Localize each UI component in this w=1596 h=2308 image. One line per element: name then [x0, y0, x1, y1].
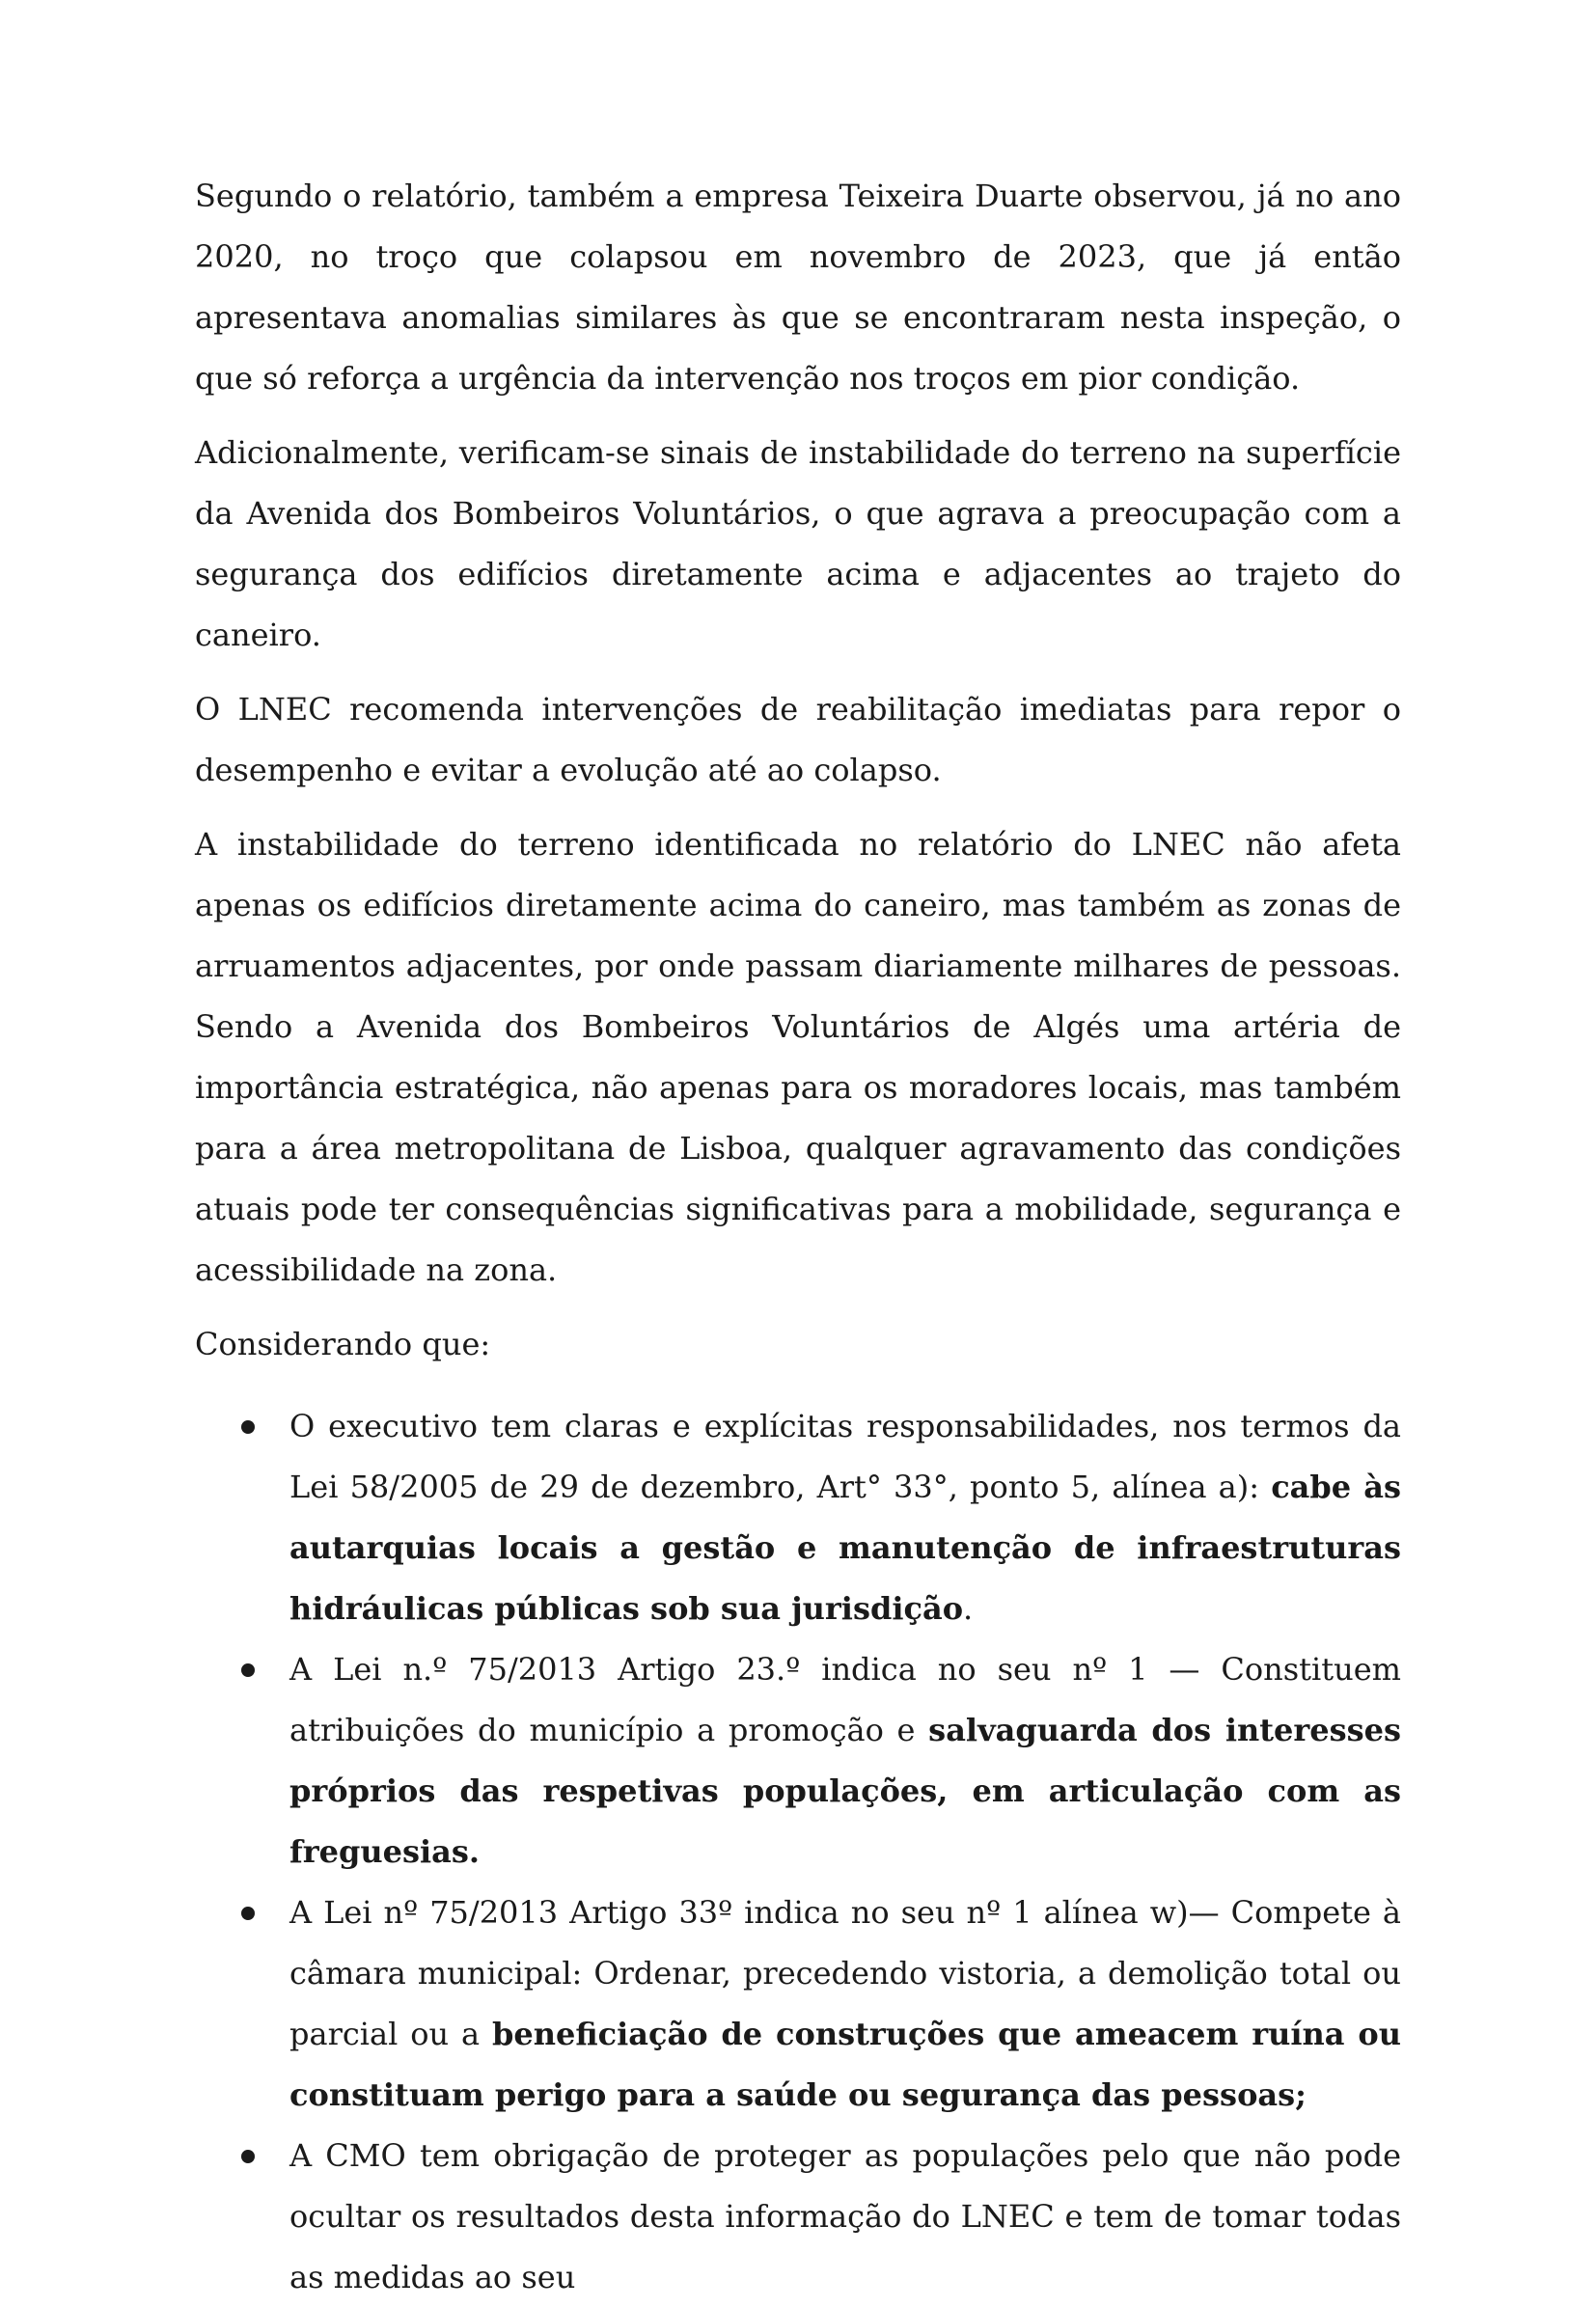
paragraph-lnec-recomenda: O LNEC recomenda intervenções de reabilitação imediatas para repor o desempenho e evitar a evolução até ao colapso.	[195, 691, 1401, 788]
list-item-text: A Lei n.º 75/2013 Artigo 23.º indica no seu nº 1 — Constituem atribuições do município a promoção e	[289, 1651, 1401, 1748]
paragraph-teixeira-duarte: Segundo o relatório, também a empresa Teixeira Duarte observou, já no ano 2020, no troço que colapsou em novembro de 2023, que já então apresentava anomalias similares às que se encontraram nesta inspeção, o que só reforça a urgência da intervenção nos troços em pior condição.	[195, 178, 1401, 397]
paragraph-instabilidade-terreno: A instabilidade do terreno identificada no relatório do LNEC não afeta apenas os edifícios diretamente acima do caneiro, mas também as zonas de arruamentos adjacentes, por onde passam diariamente milhares de pessoas. Sendo a Avenida dos Bombeiros Voluntários de Algés uma artéria de importância estratégica, não apenas para os moradores locais, mas também para a área metropolitana de Lisboa, qualquer agravamento das condições atuais pode ter consequências significativas para a mobilidade, segurança e acessibilidade na zona.	[195, 826, 1401, 1288]
considerando-list	[195, 1396, 1401, 2308]
bullet-icon	[241, 2150, 255, 2163]
list-item-trailing-text: .	[963, 1590, 974, 1627]
paragraph-instabilidade-superficie: Adicionalmente, verificam-se sinais de instabilidade do terreno na superfície da Avenida dos Bombeiros Voluntários, o que agrava a preocupação com a segurança dos edifícios diretamente acima e adjacentes ao trajeto do caneiro.	[195, 434, 1401, 653]
list-item	[193, 1882, 1401, 2126]
bullet-icon	[241, 1907, 255, 1920]
list-item-text: O executivo tem claras e explícitas responsabilidades, nos termos da Lei 58/2005 de 29 de dezembro, Art° 33°, ponto 5, alínea a):	[289, 1408, 1401, 1505]
list-item	[193, 2126, 1401, 2308]
list-item	[193, 1639, 1401, 1882]
list-item-text: A Lei nº 75/2013 Artigo 33º indica no seu nº 1 alínea w)— Compete à câmara municipal: Ordenar, precedendo vistoria, a demolição total ou parcial ou a	[289, 1894, 1401, 2052]
list-item-text: A CMO tem obrigação de proteger as populações pelo que não pode ocultar os resultados desta informação do LNEC e tem de tomar todas as medidas ao seu	[289, 2137, 1401, 2295]
bullet-icon	[241, 1663, 255, 1677]
list-item-bold-text: cabe às autarquias locais a gestão e manutenção de infraestruturas hidráulicas públicas sob sua jurisdição	[289, 1469, 1402, 1627]
bullet-icon	[241, 1420, 255, 1434]
paragraph-considerando: Considerando que:	[195, 1326, 491, 1362]
list-item-bold-text: salvaguarda dos interesses próprios das respetivas populações, em articulação com as freguesias.	[289, 1712, 1402, 1870]
list-item-bold-text: beneficiação de construções que ameacem ruína ou constituam perigo para a saúde ou segurança das pessoas;	[289, 2016, 1401, 2113]
list-item	[193, 1396, 1401, 1639]
